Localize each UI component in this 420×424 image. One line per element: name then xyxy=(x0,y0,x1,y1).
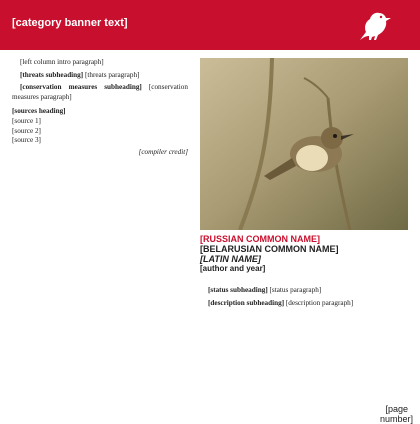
threats-text: [threats paragraph] xyxy=(84,70,140,79)
category-header xyxy=(0,0,420,50)
status-heading: [status subheading] xyxy=(208,286,268,294)
threats-paragraph xyxy=(12,71,188,81)
species-name-latin: [LATIN NAME] xyxy=(200,254,261,264)
description-text: [description paragraph] xyxy=(285,298,354,307)
photo-illustration xyxy=(200,58,408,230)
species-name-author: [author and year] xyxy=(200,264,266,273)
compiler-credit: [compiler credit] xyxy=(138,148,188,157)
intro-paragraphs xyxy=(12,58,188,68)
category-title: [category banner text] xyxy=(12,17,128,29)
threats-heading: [threats subheading] xyxy=(20,70,84,79)
measures-text: [conservation measures paragraph] xyxy=(12,83,188,101)
source-item: [source 1] xyxy=(12,117,41,126)
source-item: [source 2] xyxy=(12,126,41,135)
species-name-be: [BELARUSIAN COMMON NAME] xyxy=(200,244,339,254)
description-paragraph xyxy=(200,299,408,309)
status-paragraph xyxy=(200,286,408,296)
sources-list xyxy=(12,117,188,146)
measures-paragraph xyxy=(12,83,188,102)
intro-paragraph: [left column intro paragraph] xyxy=(20,58,104,66)
page-number: [page number] xyxy=(380,404,414,424)
species-name-ru: [RUSSIAN COMMON NAME] xyxy=(200,234,320,244)
left-text-column xyxy=(12,58,188,400)
right-text-column xyxy=(200,286,408,398)
source-item: [source 3] xyxy=(12,136,41,145)
description-heading: [description subheading] xyxy=(208,298,285,307)
bird-silhouette-icon xyxy=(354,6,394,44)
status-text: [status paragraph] xyxy=(269,286,322,294)
sources-title: [sources heading] xyxy=(12,106,66,115)
measures-heading: [conservation measures subheading] xyxy=(20,83,142,92)
species-names xyxy=(200,234,408,273)
species-photo xyxy=(200,58,408,230)
